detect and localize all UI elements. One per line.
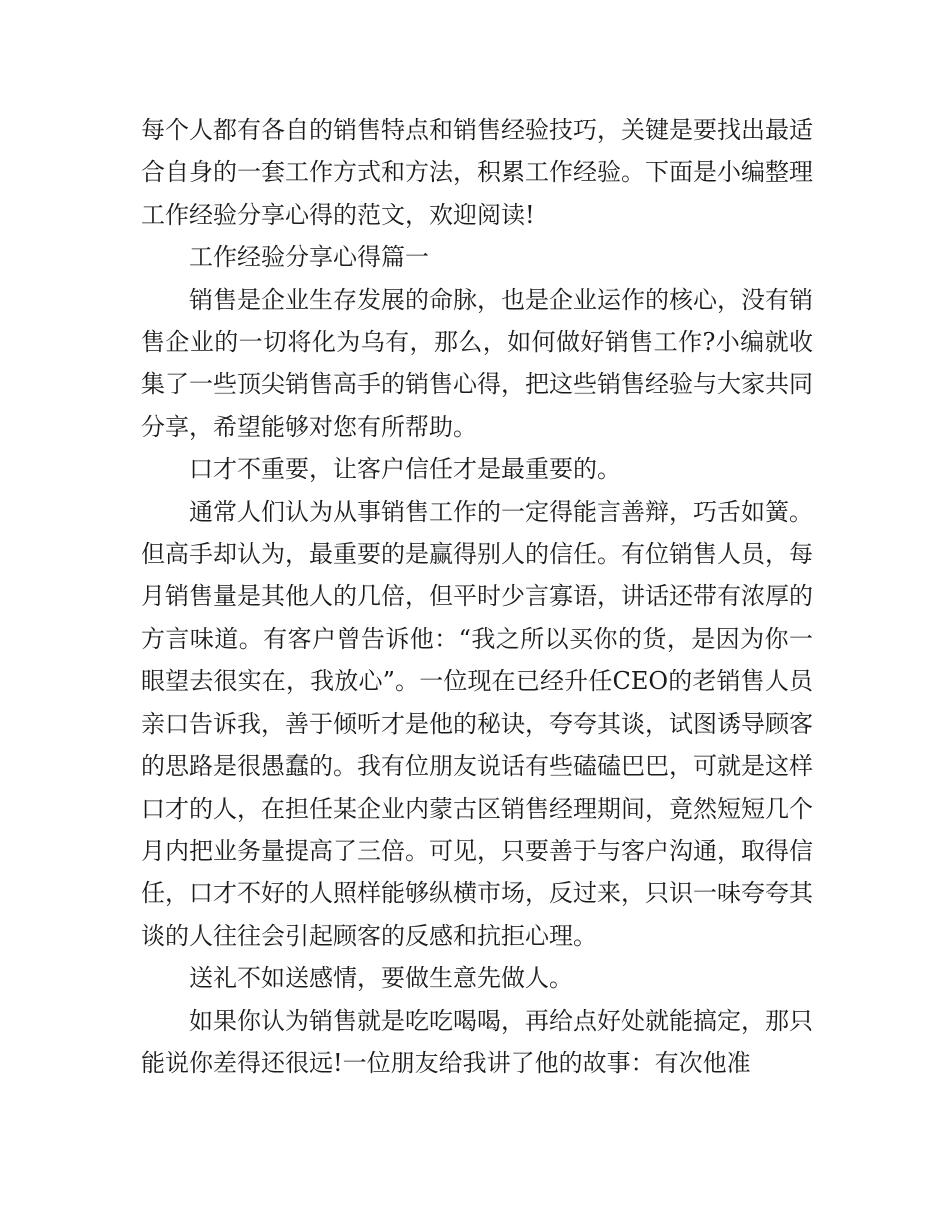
subheading: 送礼不如送感情，要做生意先做人。 <box>189 964 573 993</box>
body-paragraph: 通常人们认为从事销售工作的一定得能言善辩，巧舌如簧。但高手却认为，最重要的是赢得别人的信任。有位销售人员，每月销售量是其他人的几倍，但平时少言寡语，讲话还带有浓厚的方言味道。有客户曾告诉他：“我之所以买你的货，是因为你一眼望去很实在，我放心”。一位现在已经升任CEO的老销售人员亲口告诉我，善于倾听才是他的秘诀，夸夸其谈，试图诱导顾客的思路是很愚蠢的。我有位朋友说话有些磕磕巴巴，可就是这样口才的人，在担任某企业内蒙古区销售经理期间，竟然短短几个月内把业务量提高了三倍。可见，只要善于与客户沟通，取得信任，口才不好的人照样能够纵横市场，反过来，只识一味夸夸其谈的人往往会引起顾客的反感和抗拒心理。 <box>141 497 813 950</box>
subheading: 口才不重要，让客户信任才是最重要的。 <box>189 455 621 484</box>
document-body <box>141 109 813 1084</box>
body-paragraph: 如果你认为销售就是吃吃喝喝，再给点好处就能搞定，那只能说你差得还很远!一位朋友给我讲了他的故事：有次他准 <box>141 1006 813 1077</box>
body-paragraph: 销售是企业生存发展的命脉，也是企业运作的核心，没有销售企业的一切将化为乌有，那么，如何做好销售工作?小编就收集了一些顶尖销售高手的销售心得，把这些销售经验与大家共同分享，希望能够对您有所帮助。 <box>141 285 813 441</box>
intro-paragraph: 每个人都有各自的销售特点和销售经验技巧，关键是要找出最适合自身的一套工作方式和方法，积累工作经验。下面是小编整理工作经验分享心得的范文，欢迎阅读! <box>141 116 813 229</box>
section-heading: 工作经验分享心得篇一 <box>189 243 429 272</box>
